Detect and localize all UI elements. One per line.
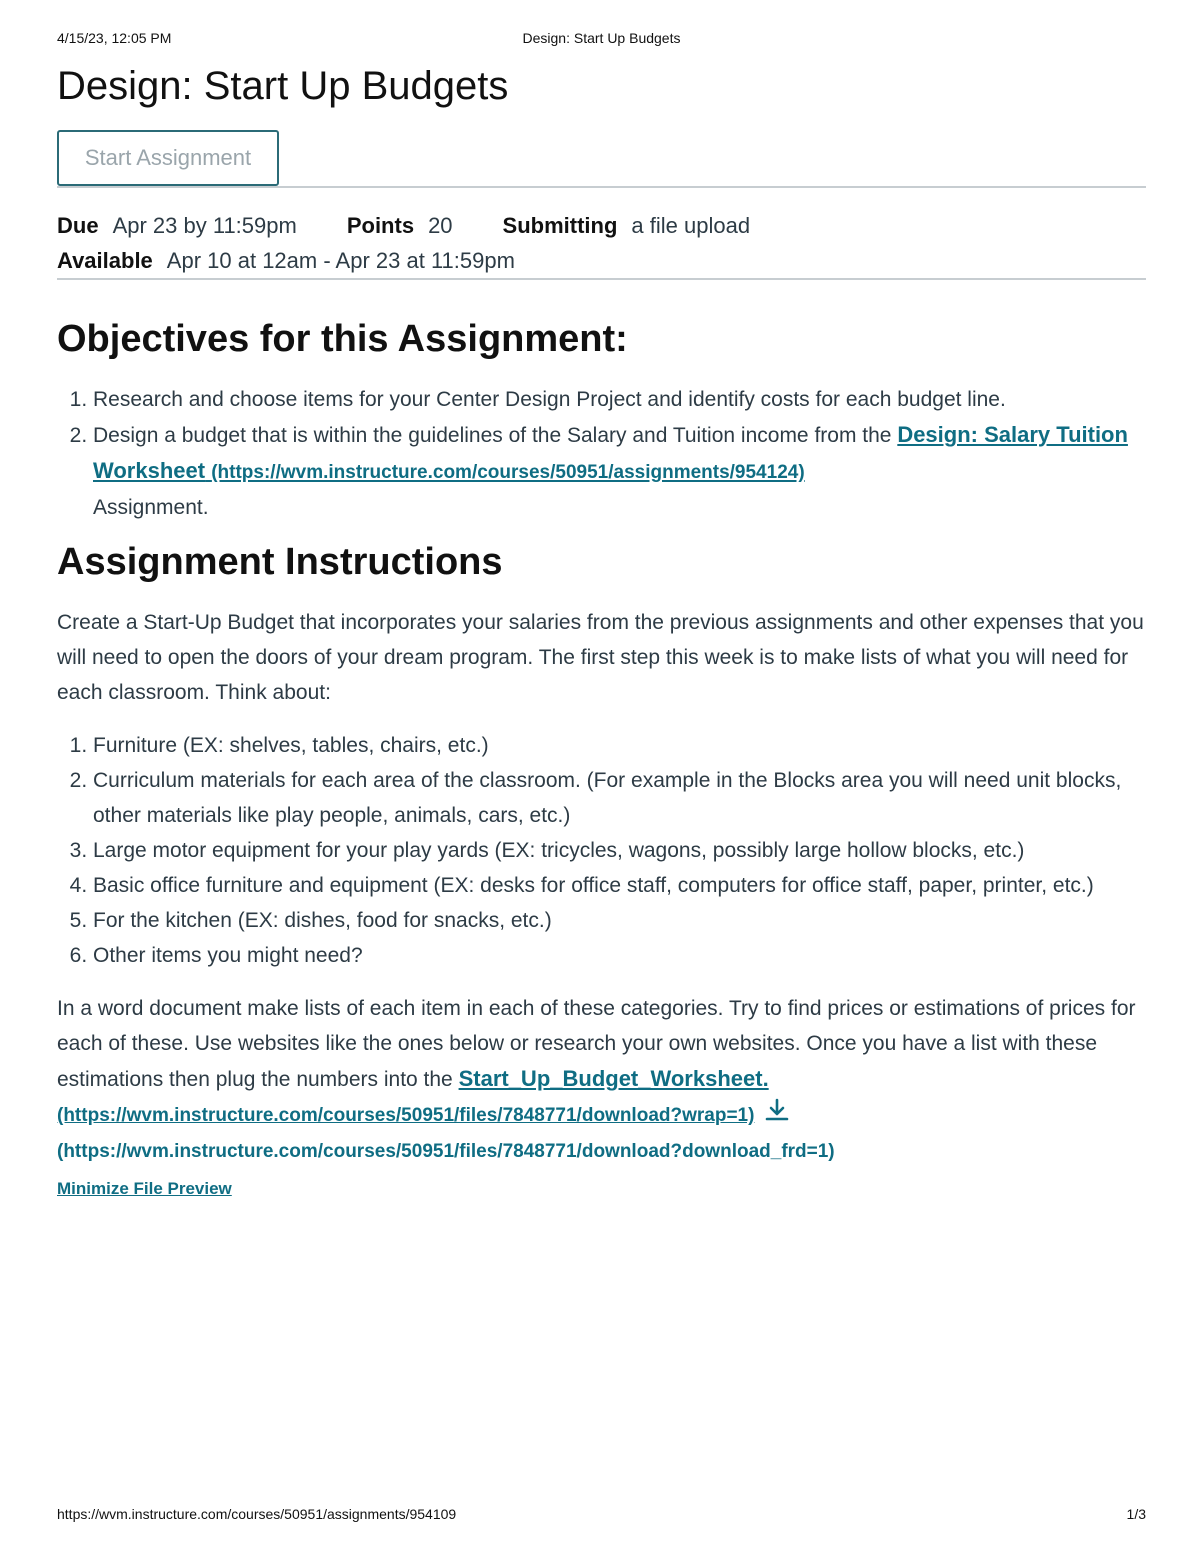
objective-text: Research and choose items for your Center Design Project and identify costs for each budget line.	[93, 388, 1006, 411]
print-page-number: 1/3	[1126, 1506, 1146, 1522]
due-label: Due	[57, 213, 99, 238]
minimize-file-preview-link[interactable]: Minimize File Preview	[57, 1179, 232, 1198]
divider	[57, 186, 1146, 188]
objective-item	[93, 417, 1146, 525]
objectives-list	[57, 382, 1146, 525]
submitting-label: Submitting	[502, 213, 618, 238]
print-page-title: Design: Start Up Budgets	[522, 30, 681, 46]
link-url: (https://wvm.instructure.com/courses/50951/assignments/954124)	[211, 462, 805, 483]
divider	[57, 278, 1146, 280]
objective-item	[93, 382, 1146, 417]
instruction-item: 5. For the kitchen (EX: dishes, food for snacks, etc.)	[93, 903, 1146, 938]
worksheet-preview-link[interactable]: (https://wvm.instructure.com/courses/50951/files/7848771/download?wrap=1)	[57, 1105, 755, 1126]
available-value: Apr 10 at 12am - Apr 23 at 11:59pm	[166, 248, 515, 273]
available-label: Available	[57, 248, 153, 273]
objectives-heading: Objectives for this Assignment:	[57, 318, 628, 360]
print-datetime: 4/15/23, 12:05 PM	[57, 30, 172, 46]
points-label: Points	[346, 213, 415, 238]
instruction-item: 3. Large motor equipment for your play yards (EX: tricycles, wagons, possibly large hollow blocks, etc.)	[93, 833, 1146, 868]
instructions-heading: Assignment Instructions	[57, 541, 503, 583]
link-text: Design: Salary Tuition Worksheet	[93, 422, 1128, 483]
start-assignment-button[interactable]: Start Assignment	[57, 130, 279, 186]
assignment-content	[57, 58, 1146, 1206]
objective-text: Design a budget that is within the guidelines of the Salary and Tuition income from the	[93, 424, 898, 447]
objective-text-end: Assignment.	[93, 496, 209, 519]
assignment-details	[57, 208, 1146, 278]
instructions-closing	[57, 991, 1146, 1206]
due-value: Apr 23 by 11:59pm	[112, 213, 297, 238]
page-title: Design: Start Up Budgets	[57, 64, 509, 108]
download-icon[interactable]	[764, 1098, 790, 1133]
instructions-intro: Create a Start-Up Budget that incorporates your salaries from the previous assignments and other expenses that you will need to open the doors of your dream program. The first step this week is to make lists of what you will need for each classroom. Think about:	[57, 611, 1144, 704]
points-value: 20	[428, 213, 453, 238]
submitting-value: a file upload	[631, 213, 751, 238]
instructions-list	[57, 728, 1146, 973]
instruction-item: 1. Furniture (EX: shelves, tables, chairs, etc.)	[93, 728, 1146, 763]
instruction-item: 6. Other items you might need?	[93, 938, 1146, 973]
print-url: https://wvm.instructure.com/courses/50951/assignments/954109	[57, 1506, 457, 1522]
details-row-1	[57, 208, 1146, 243]
closing-text: In a word document make lists of each item in each of these categories. Try to find prices or estimations of prices for each of these. Use websites like the ones below or research your own websites. Once you have a list with these estimations then plug the numbers into the	[57, 997, 1136, 1091]
details-row-2	[57, 243, 1146, 278]
print-header	[57, 30, 1146, 50]
instruction-item: 4. Basic office furniture and equipment (EX: desks for office staff, computers for office staff, paper, printer, etc.)	[93, 868, 1146, 903]
instruction-item: 2. Curriculum materials for each area of the classroom. (For example in the Blocks area you will need unit blocks, other materials like play people, animals, cars, etc.)	[93, 763, 1146, 833]
worksheet-download-link[interactable]: (https://wvm.instructure.com/courses/50951/files/7848771/download?download_frd=1)	[57, 1141, 835, 1162]
start-up-budget-worksheet-link[interactable]: Start_Up_Budget_Worksheet.	[458, 1066, 769, 1091]
